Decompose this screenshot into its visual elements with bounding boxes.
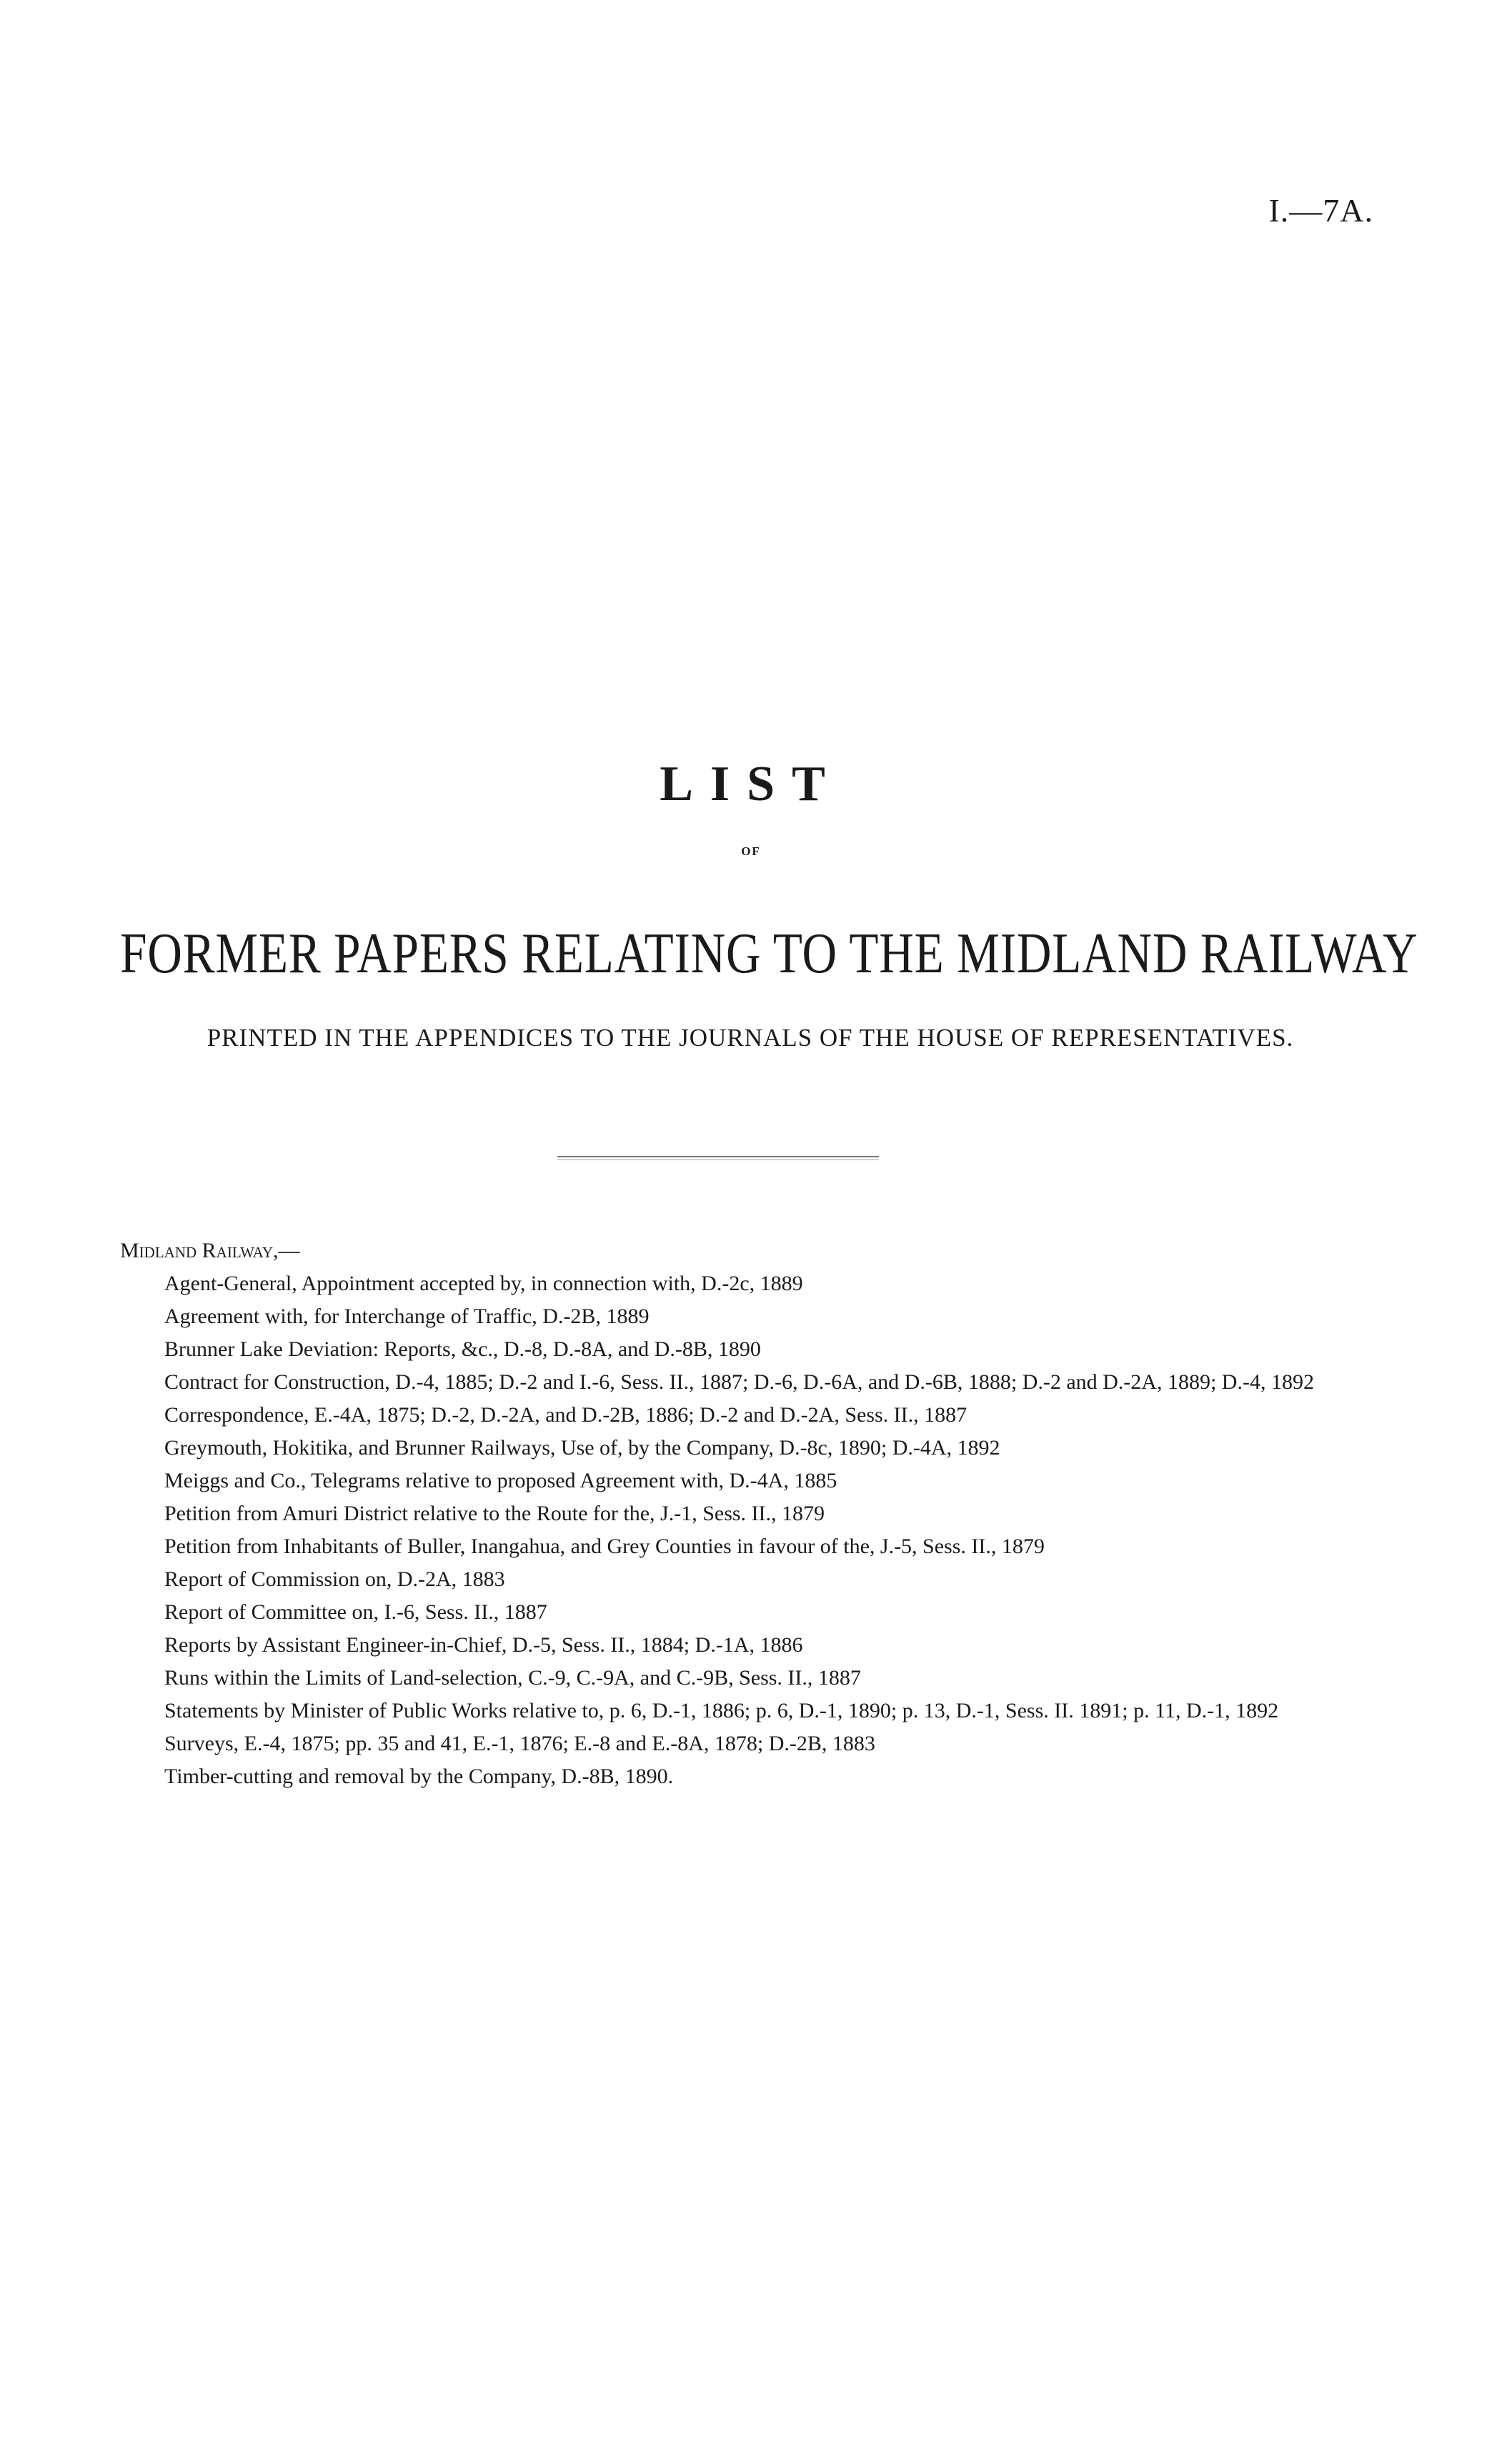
document-title-main: FORMER PAPERS RELATING TO THE MIDLAND RAILWAY (120, 922, 1418, 985)
list-item: Petition from Inhabitants of Buller, Inangahua, and Grey Counties in favour of the, J.-5, Sess. II., 1879 (164, 1535, 1045, 1558)
document-subtitle: PRINTED IN THE APPENDICES TO THE JOURNALS OF THE HOUSE OF REPRESENTATIVES. (207, 1024, 1294, 1052)
list-item: Statements by Minister of Public Works relative to, p. 6, D.-1, 1886; p. 6, D.-1, 1890; p. 13, D.-1, Sess. II. 1891; p. 11, D.-1, 1892 (164, 1699, 1279, 1722)
list-item: Report of Committee on, I.-6, Sess. II., 1887 (164, 1600, 547, 1624)
section-heading: Midland Railway,— (120, 1239, 300, 1262)
list-item: Runs within the Limits of Land-selection, C.-9, C.-9A, and C.-9B, Sess. II., 1887 (164, 1666, 861, 1690)
document-title-of: OF (741, 844, 761, 858)
list-item: Report of Commission on, D.-2A, 1883 (164, 1567, 505, 1591)
list-item: Brunner Lake Deviation: Reports, &c., D.-8, D.-8A, and D.-8B, 1890 (164, 1337, 761, 1361)
page-reference: I.—7A. (1268, 192, 1373, 229)
list-item: Petition from Amuri District relative to the Route for the, J.-1, Sess. II., 1879 (164, 1502, 825, 1525)
list-item: Agent-General, Appointment accepted by, in connection with, D.-2c, 1889 (164, 1272, 803, 1295)
list-item: Greymouth, Hokitika, and Brunner Railways, Use of, by the Company, D.-8c, 1890; D.-4A, 1892 (164, 1436, 1000, 1460)
list-item: Timber-cutting and removal by the Company, D.-8B, 1890. (164, 1765, 674, 1788)
list-item: Agreement with, for Interchange of Traffic, D.-2B, 1889 (164, 1305, 650, 1328)
list-item: Correspondence, E.-4A, 1875; D.-2, D.-2A, and D.-2B, 1886; D.-2 and D.-2A, Sess. II., 1887 (164, 1403, 968, 1427)
list-item: Contract for Construction, D.-4, 1885; D.-2 and I.-6, Sess. II., 1887; D.-6, D.-6A, and D.-6B, 1888; D.-2 and D.-2A, 1889; D.-4, 1892 (164, 1370, 1314, 1394)
list-item: Reports by Assistant Engineer-in-Chief, D.-5, Sess. II., 1884; D.-1A, 1886 (164, 1633, 803, 1657)
list-item: Meiggs and Co., Telegrams relative to proposed Agreement with, D.-4A, 1885 (164, 1469, 837, 1492)
list-item: Surveys, E.-4, 1875; pp. 35 and 41, E.-1, 1876; E.-8 and E.-8A, 1878; D.-2B, 1883 (164, 1732, 875, 1755)
decorative-divider (557, 1156, 879, 1160)
document-title-list: LIST (660, 757, 842, 812)
entry-list (120, 1235, 1378, 1793)
